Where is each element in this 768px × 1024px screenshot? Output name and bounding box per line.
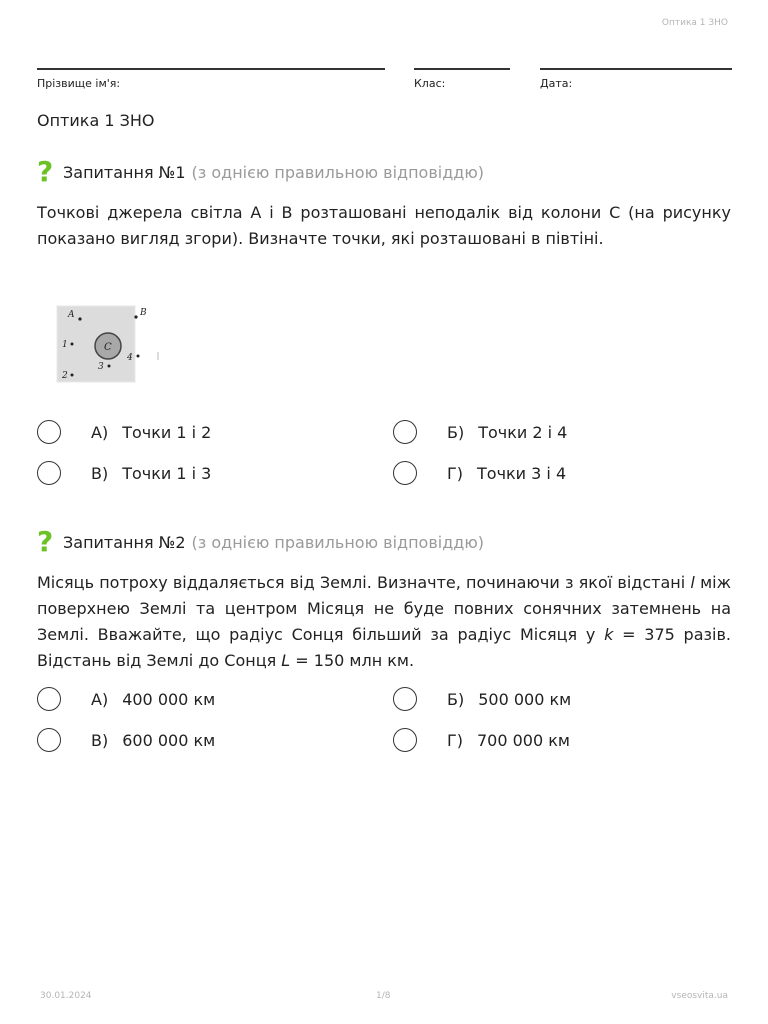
footer-date: 30.01.2024 (40, 991, 92, 1001)
question-2-text-part: між поверхнею Землі та центром Місяця не буде повних сонячних затемнень на Землі. Вважайте, що радіус Сонця більший за радіус Місяця у (37, 573, 732, 644)
footer-site-link[interactable]: vseosvita.ua (671, 991, 728, 1001)
q1-option-c[interactable] (37, 461, 211, 485)
surname-line (37, 68, 385, 70)
question-2-text (37, 570, 731, 674)
date-line (540, 68, 732, 70)
option-text: 600 000 км (122, 730, 216, 750)
label-1: 1 (62, 340, 68, 350)
option-text: Точки 1 і 2 (122, 422, 212, 442)
point-2 (71, 374, 74, 377)
radio-button[interactable] (393, 420, 417, 444)
variable-k: k (604, 625, 614, 644)
option-text: Точки 2 і 4 (478, 422, 568, 442)
q2-option-a[interactable] (37, 687, 215, 711)
radio-button[interactable] (393, 687, 417, 711)
radio-button[interactable] (37, 461, 61, 485)
surname-label: Прізвище ім'я: (37, 77, 121, 90)
question-2-text-part: Місяць потроху віддаляється від Землі. Визначте, починаючи з якої відстані (37, 573, 691, 592)
label-4: 4 (127, 353, 133, 363)
option-letter: Г) (447, 730, 463, 750)
option-letter: В) (91, 730, 109, 750)
class-label: Клас: (414, 77, 446, 90)
point-3 (108, 365, 111, 368)
question-1-title: Запитання №1 (63, 162, 186, 182)
radio-button[interactable] (393, 461, 417, 485)
question-2-subtitle: (з однією правильною відповіддю) (191, 532, 485, 552)
option-letter: Б) (447, 689, 465, 709)
label-c: C (104, 342, 112, 353)
option-letter: А) (91, 689, 109, 709)
radio-button[interactable] (37, 728, 61, 752)
point-4 (137, 355, 140, 358)
question-mark-icon: ? (37, 525, 54, 558)
label-a: A (68, 310, 75, 320)
option-text: Точки 1 і 3 (122, 463, 212, 483)
radio-button[interactable] (393, 728, 417, 752)
option-letter: А) (91, 422, 109, 442)
option-text: Точки 3 і 4 (477, 463, 567, 483)
label-2: 2 (62, 371, 68, 381)
variable-l: l (690, 573, 695, 592)
question-mark-icon: ? (37, 155, 54, 188)
point-a (78, 317, 81, 320)
q1-option-d[interactable] (393, 461, 566, 485)
q1-option-a[interactable] (37, 420, 211, 444)
label-b: B (140, 308, 147, 318)
question-2-text-part: = 375 разів. Відстань від Землі до Сонця (37, 625, 731, 670)
point-1 (71, 343, 74, 346)
option-letter: Б) (447, 422, 465, 442)
point-b (134, 315, 137, 318)
footer-page-number: 1/8 (376, 991, 391, 1001)
header-title: Оптика 1 ЗНО (661, 18, 728, 28)
date-label: Дата: (540, 77, 573, 90)
class-line (414, 68, 510, 70)
question-2-header (37, 525, 485, 558)
shadow-diagram (55, 302, 165, 386)
radio-button[interactable] (37, 687, 61, 711)
question-1-text: Точкові джерела світла A і B розташовані неподалік від колони C (на рисунку показано вигляд згори). Визначте точки, які розташовані в півтіні. (37, 203, 731, 248)
option-text: 700 000 км (477, 730, 570, 750)
question-1-header (37, 155, 485, 188)
label-3: 3 (98, 362, 104, 372)
option-text: 400 000 км (122, 689, 216, 709)
q2-option-c[interactable] (37, 728, 215, 752)
question-2-title: Запитання №2 (63, 532, 186, 552)
option-letter: Г) (447, 463, 463, 483)
question-1-figure (55, 302, 165, 386)
q2-option-b[interactable] (393, 687, 571, 711)
radio-button[interactable] (37, 420, 61, 444)
q2-option-d[interactable] (393, 728, 570, 752)
option-letter: В) (91, 463, 109, 483)
question-2-text-part: = 150 млн км. (290, 651, 415, 670)
variable-big-l: L (281, 651, 291, 670)
document-title: Оптика 1 ЗНО (37, 111, 155, 130)
option-text: 500 000 км (478, 689, 572, 709)
q1-option-b[interactable] (393, 420, 567, 444)
question-1-subtitle: (з однією правильною відповіддю) (191, 162, 485, 182)
